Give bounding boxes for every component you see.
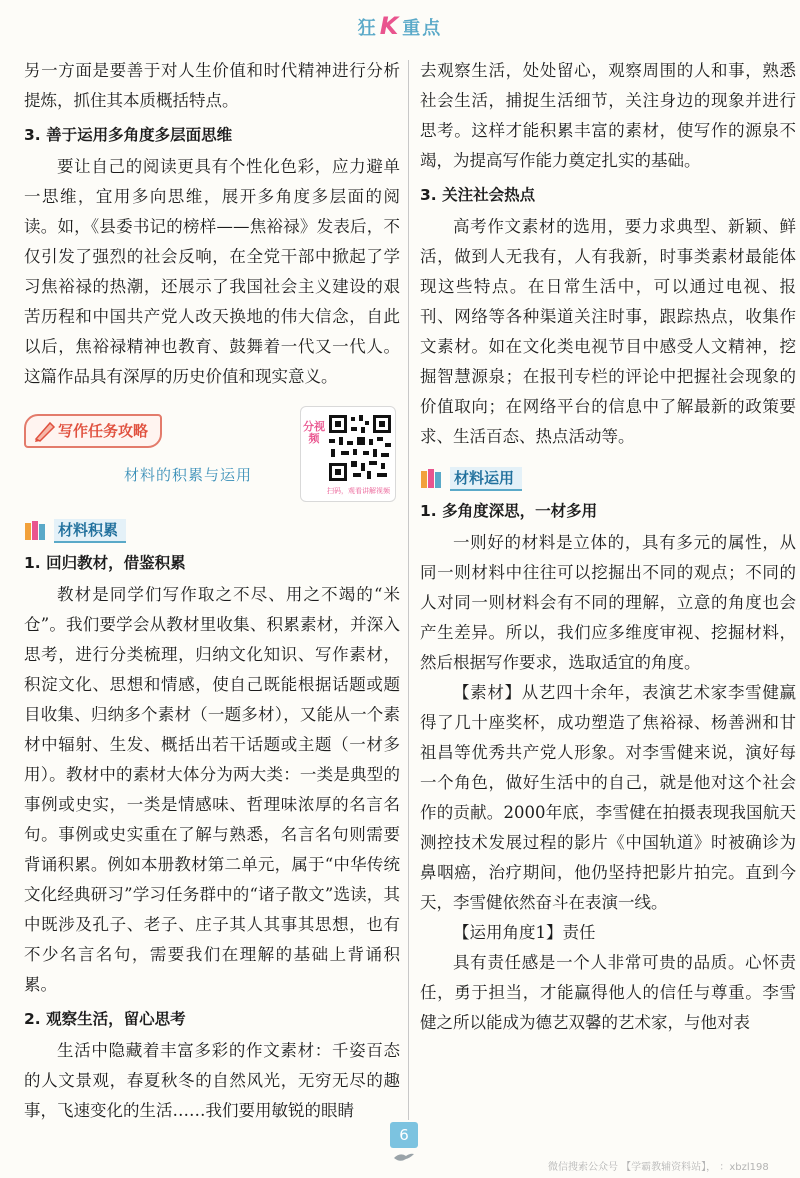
strategy-tag: [24, 414, 162, 448]
book-icon: [24, 520, 50, 542]
page-header: [0, 0, 800, 56]
paragraph: 教材是同学们写作取之不尽、用之不竭的“米仓”。我们要学会从教材里收集、积累素材，并深入思考，进行分类梳理，归纳文化知识、写作素材，积淀文化、思想和情感，使自己既能根据话题或题目收集、归纳多个素材（一题多材），又能从一个素材中辐射、生发、概括出若干话题或主题（一材多用）。教材中的素材大体分为两大类：一类是典型的事例或史实，一类是情感味、哲理味浓厚的名言名句。事例或史实重在了解与熟悉，名言名句则需要背诵积累。例如本册教材第二单元，属于“中华传统文化经典研习”学习任务群中的“诸子散文”选读，其中既涉及孔子、老子、庄子其人其事其思想，也有不少名言名句，需要我们在理解的基础上背诵积累。: [24, 585, 400, 994]
column-divider: [408, 60, 409, 1120]
qr-side-text: 分视频: [303, 420, 325, 445]
qr-code-card[interactable]: [300, 406, 396, 502]
qr-caption: 扫码，观看讲解视频: [327, 487, 390, 495]
page-number: 6: [390, 1122, 418, 1148]
right-column: [420, 56, 796, 1038]
paragraph: 要让自己的阅读更具有个性化色彩，应力避单一思维，宜用多向思维，展开多角度多层面的阅读。如，《县委书记的榜样——焦裕禄》发表后，不仅引发了强烈的社会反响，在全党干部中掀起了学习焦裕禄的热潮，还展示了我国社会主义建设的艰苦历程和中国共产党人改天换地的伟大信念，自此以后，焦裕禄精神也教育、鼓舞着一代又一代人。这篇作品具有深厚的历史价值和现实意义。: [24, 157, 400, 386]
paragraph: 高考作文素材的选用，要力求典型、新颖、鲜活，做到人无我有，人有我新，时事类素材最能体现这些特点。在日常生活中，可以通过电视、报刊、网络等各种渠道关注时事，跟踪热点，收集作文素材。如在文化类电视节目中感受人文精神，挖掘智慧源泉；在报刊专栏的评论中把握社会现象的价值取向；在网络平台的信息中了解最新的政策要求、生活百态、热点活动等。: [420, 217, 796, 446]
paragraph: 生活中隐藏着丰富多彩的作文素材：千姿百态的人文景观，春夏秋冬的自然风光，无穷无尽的趣事，飞速变化的生活……我们要用敏锐的眼睛: [24, 1041, 400, 1120]
subheading: 3. 关注社会热点: [420, 186, 536, 204]
pen-icon: [32, 419, 58, 443]
section-tag-application: [420, 466, 796, 492]
paragraph: 另一方面是要善于对人生价值和时代精神进行分析提炼，抓住其本质概括特点。: [24, 61, 400, 110]
material-paragraph: 【素材】从艺四十余年，表演艺术家李雪健赢得了几十座奖杯，成功塑造了焦裕禄、杨善洲和甘祖昌等优秀共产党人形象。对李雪健来说，演好每一个角色，做好生活中的自己，就是他对这个社会作的贡献。2000年底，李雪健在拍摄表现我国航天测控技术发展过程的影片《中国轨道》时被确诊为鼻咽癌，治疗期间，他仍坚持把影片拍完。直到今天，李雪健依然奋斗在表演一线。: [420, 683, 796, 912]
header-k-logo: K: [379, 12, 401, 40]
book-icon: [420, 468, 446, 490]
header-title: [0, 12, 800, 40]
writing-strategy-banner: [24, 406, 400, 510]
angle-heading: 【运用角度1】责任: [453, 923, 596, 942]
left-column: [24, 56, 400, 1126]
watermark: 微信搜索公众号 【学霸教辅资料站】， ：xbzl198: [548, 1162, 769, 1173]
section-label: 材料积累: [54, 519, 126, 543]
bird-icon: [392, 1150, 416, 1164]
subheading: 1. 回归教材，借鉴积累: [24, 554, 186, 572]
subheading: 2. 观察生活，留心思考: [24, 1010, 186, 1028]
strategy-subtitle: 材料的积累与运用: [124, 466, 253, 484]
section-tag-accumulation: [24, 518, 400, 544]
spacer: [420, 452, 796, 460]
section-label: 材料运用: [450, 467, 522, 491]
paragraph: 去观察生活，处处留心，观察周围的人和事，熟悉社会生活，捕捉生活细节，关注身边的现象并进行思考。这样才能积累丰富的素材，使写作的源泉不竭，为提高写作能力奠定扎实的基础。: [420, 61, 796, 170]
subheading: 3. 善于运用多角度多层面思维: [24, 126, 233, 144]
header-title-right: 重点: [402, 18, 443, 39]
paragraph: 一则好的材料是立体的，具有多元的属性，从同一则材料中往往可以挖掘出不同的观点；不同的人对同一则材料会有不同的理解，立意的角度也会产生差异。所以，我们应多维度审视、挖掘材料，然后根据写作要求，选取适宜的角度。: [420, 533, 796, 672]
strategy-label: 写作任务攻略: [58, 422, 149, 440]
subheading: 1. 多角度深思，一材多用: [420, 502, 598, 520]
qr-code-icon: [327, 413, 393, 483]
header-title-left: 狂: [357, 18, 378, 39]
paragraph: 具有责任感是一个人非常可贵的品质。心怀责任，勇于担当，才能赢得他人的信任与尊重。李雪健之所以能成为德艺双馨的艺术家，与他对表: [420, 953, 796, 1032]
